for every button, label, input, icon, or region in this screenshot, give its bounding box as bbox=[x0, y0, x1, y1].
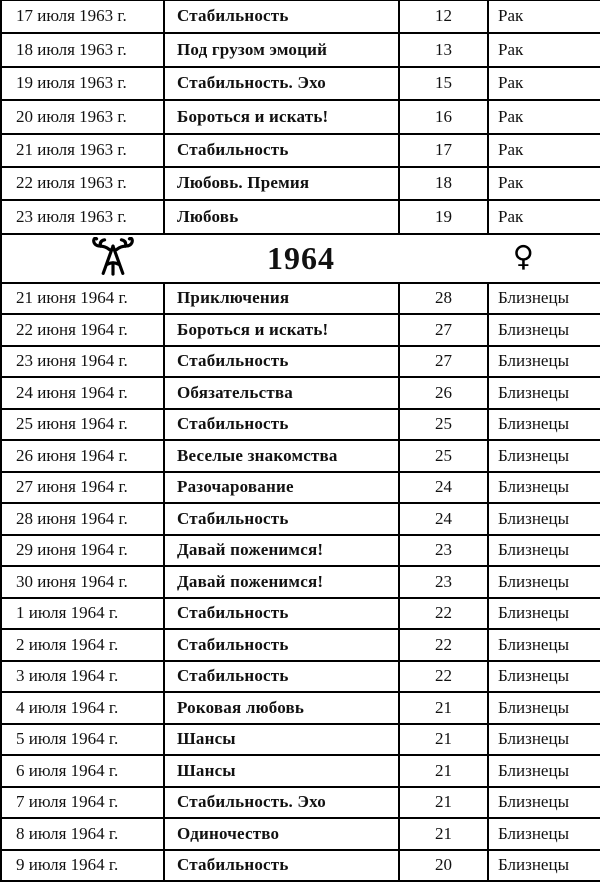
zodiac-cell: Рак bbox=[488, 167, 600, 200]
date-cell: 25 июня 1964 г. bbox=[1, 409, 164, 441]
number-cell: 22 bbox=[399, 661, 488, 693]
table-row bbox=[1, 535, 600, 567]
number-cell: 24 bbox=[399, 472, 488, 504]
date-cell: 30 июня 1964 г. bbox=[1, 566, 164, 598]
table-row bbox=[1, 566, 600, 598]
date-cell: 8 июля 1964 г. bbox=[1, 818, 164, 850]
table-row bbox=[1, 503, 600, 535]
table-row bbox=[1, 346, 600, 378]
event-cell: Стабильность bbox=[164, 598, 399, 630]
zodiac-cell: Близнецы bbox=[488, 818, 600, 850]
year-header-section bbox=[1, 234, 600, 283]
zodiac-cell: Близнецы bbox=[488, 503, 600, 535]
table-row bbox=[1, 850, 600, 882]
venus-icon: ♀ bbox=[512, 239, 534, 274]
number-cell: 21 bbox=[399, 787, 488, 819]
number-cell: 22 bbox=[399, 629, 488, 661]
zodiac-cell: Близнецы bbox=[488, 346, 600, 378]
table-row bbox=[1, 818, 600, 850]
number-cell: 28 bbox=[399, 283, 488, 315]
date-cell: 21 июля 1963 г. bbox=[1, 134, 164, 167]
date-cell: 9 июля 1964 г. bbox=[1, 850, 164, 882]
table-row bbox=[1, 377, 600, 409]
crab-icon bbox=[90, 237, 136, 279]
zodiac-cell: Близнецы bbox=[488, 850, 600, 882]
date-cell: 6 июля 1964 г. bbox=[1, 755, 164, 787]
event-cell: Стабильность bbox=[164, 629, 399, 661]
event-cell: Бороться и искать! bbox=[164, 314, 399, 346]
event-cell: Стабильность. Эхо bbox=[164, 67, 399, 100]
number-cell: 23 bbox=[399, 566, 488, 598]
table-row bbox=[1, 283, 600, 315]
event-cell: Одиночество bbox=[164, 818, 399, 850]
table-row bbox=[1, 692, 600, 724]
table-row bbox=[1, 598, 600, 630]
date-cell: 17 июля 1963 г. bbox=[1, 0, 164, 33]
table-row bbox=[1, 440, 600, 472]
zodiac-cell: Близнецы bbox=[488, 566, 600, 598]
table-row bbox=[1, 167, 600, 200]
table-row bbox=[1, 0, 600, 33]
date-cell: 2 июля 1964 г. bbox=[1, 629, 164, 661]
date-cell: 4 июля 1964 г. bbox=[1, 692, 164, 724]
number-cell: 15 bbox=[399, 67, 488, 100]
table-row bbox=[1, 409, 600, 441]
event-cell: Бороться и искать! bbox=[164, 100, 399, 133]
date-cell: 22 июля 1963 г. bbox=[1, 167, 164, 200]
number-cell: 27 bbox=[399, 346, 488, 378]
number-cell: 20 bbox=[399, 850, 488, 882]
event-cell: Стабильность bbox=[164, 503, 399, 535]
table-row bbox=[1, 314, 600, 346]
event-cell: Стабильность bbox=[164, 0, 399, 33]
number-cell: 19 bbox=[399, 200, 488, 233]
number-cell: 18 bbox=[399, 167, 488, 200]
table-section-1964 bbox=[1, 283, 600, 882]
event-cell: Стабильность bbox=[164, 850, 399, 882]
zodiac-cell: Рак bbox=[488, 67, 600, 100]
event-cell: Давай поженимся! bbox=[164, 535, 399, 567]
zodiac-cell: Рак bbox=[488, 33, 600, 66]
number-cell: 16 bbox=[399, 100, 488, 133]
number-cell: 21 bbox=[399, 692, 488, 724]
zodiac-cell: Близнецы bbox=[488, 377, 600, 409]
table-row bbox=[1, 67, 600, 100]
date-cell: 3 июля 1964 г. bbox=[1, 661, 164, 693]
zodiac-cell: Близнецы bbox=[488, 755, 600, 787]
date-cell: 19 июля 1963 г. bbox=[1, 67, 164, 100]
zodiac-cell: Близнецы bbox=[488, 314, 600, 346]
date-cell: 23 июня 1964 г. bbox=[1, 346, 164, 378]
table-row bbox=[1, 787, 600, 819]
table-row bbox=[1, 33, 600, 66]
date-cell: 7 июля 1964 г. bbox=[1, 787, 164, 819]
table-row bbox=[1, 755, 600, 787]
date-cell: 23 июля 1963 г. bbox=[1, 200, 164, 233]
table-row bbox=[1, 629, 600, 661]
event-cell: Стабильность bbox=[164, 134, 399, 167]
number-cell: 25 bbox=[399, 409, 488, 441]
date-cell: 5 июля 1964 г. bbox=[1, 724, 164, 756]
event-cell: Любовь. Премия bbox=[164, 167, 399, 200]
event-cell: Разочарование bbox=[164, 472, 399, 504]
date-cell: 21 июня 1964 г. bbox=[1, 283, 164, 315]
event-cell: Стабильность. Эхо bbox=[164, 787, 399, 819]
event-cell: Стабильность bbox=[164, 409, 399, 441]
event-cell: Шансы bbox=[164, 724, 399, 756]
event-cell: Любовь bbox=[164, 200, 399, 233]
number-cell: 22 bbox=[399, 598, 488, 630]
number-cell: 27 bbox=[399, 314, 488, 346]
table-row bbox=[1, 134, 600, 167]
date-cell: 20 июля 1963 г. bbox=[1, 100, 164, 133]
number-cell: 26 bbox=[399, 377, 488, 409]
event-cell: Роковая любовь bbox=[164, 692, 399, 724]
zodiac-cell: Рак bbox=[488, 0, 600, 33]
date-cell: 27 июня 1964 г. bbox=[1, 472, 164, 504]
number-cell: 12 bbox=[399, 0, 488, 33]
zodiac-cell: Близнецы bbox=[488, 535, 600, 567]
zodiac-cell: Близнецы bbox=[488, 692, 600, 724]
event-cell: Веселые знакомства bbox=[164, 440, 399, 472]
event-cell: Обязательства bbox=[164, 377, 399, 409]
zodiac-cell: Близнецы bbox=[488, 440, 600, 472]
number-cell: 21 bbox=[399, 818, 488, 850]
zodiac-cell: Рак bbox=[488, 200, 600, 233]
table-row bbox=[1, 724, 600, 756]
zodiac-cell: Близнецы bbox=[488, 724, 600, 756]
date-cell: 29 июня 1964 г. bbox=[1, 535, 164, 567]
event-cell: Шансы bbox=[164, 755, 399, 787]
year-header-cell bbox=[1, 234, 600, 283]
zodiac-cell: Близнецы bbox=[488, 787, 600, 819]
table-section-1963 bbox=[1, 0, 600, 234]
table-row bbox=[1, 100, 600, 133]
zodiac-cell: Близнецы bbox=[488, 598, 600, 630]
date-cell: 28 июня 1964 г. bbox=[1, 503, 164, 535]
date-cell: 18 июля 1963 г. bbox=[1, 33, 164, 66]
zodiac-cell: Рак bbox=[488, 100, 600, 133]
zodiac-cell: Близнецы bbox=[488, 661, 600, 693]
event-cell: Под грузом эмоций bbox=[164, 33, 399, 66]
number-cell: 25 bbox=[399, 440, 488, 472]
zodiac-cell: Близнецы bbox=[488, 283, 600, 315]
date-cell: 1 июля 1964 г. bbox=[1, 598, 164, 630]
date-cell: 22 июня 1964 г. bbox=[1, 314, 164, 346]
number-cell: 21 bbox=[399, 724, 488, 756]
number-cell: 17 bbox=[399, 134, 488, 167]
event-cell: Стабильность bbox=[164, 346, 399, 378]
event-cell: Давай поженимся! bbox=[164, 566, 399, 598]
event-cell: Стабильность bbox=[164, 661, 399, 693]
table-row bbox=[1, 472, 600, 504]
table-row bbox=[1, 200, 600, 233]
zodiac-cell: Близнецы bbox=[488, 472, 600, 504]
zodiac-cell: Рак bbox=[488, 134, 600, 167]
table-row bbox=[1, 661, 600, 693]
date-cell: 24 июня 1964 г. bbox=[1, 377, 164, 409]
number-cell: 13 bbox=[399, 33, 488, 66]
number-cell: 21 bbox=[399, 755, 488, 787]
year-header-row bbox=[1, 234, 600, 283]
date-cell: 26 июня 1964 г. bbox=[1, 440, 164, 472]
zodiac-cell: Близнецы bbox=[488, 409, 600, 441]
year-heading: 1964 bbox=[267, 239, 335, 276]
number-cell: 23 bbox=[399, 535, 488, 567]
number-cell: 24 bbox=[399, 503, 488, 535]
event-cell: Приключения bbox=[164, 283, 399, 315]
zodiac-cell: Близнецы bbox=[488, 629, 600, 661]
